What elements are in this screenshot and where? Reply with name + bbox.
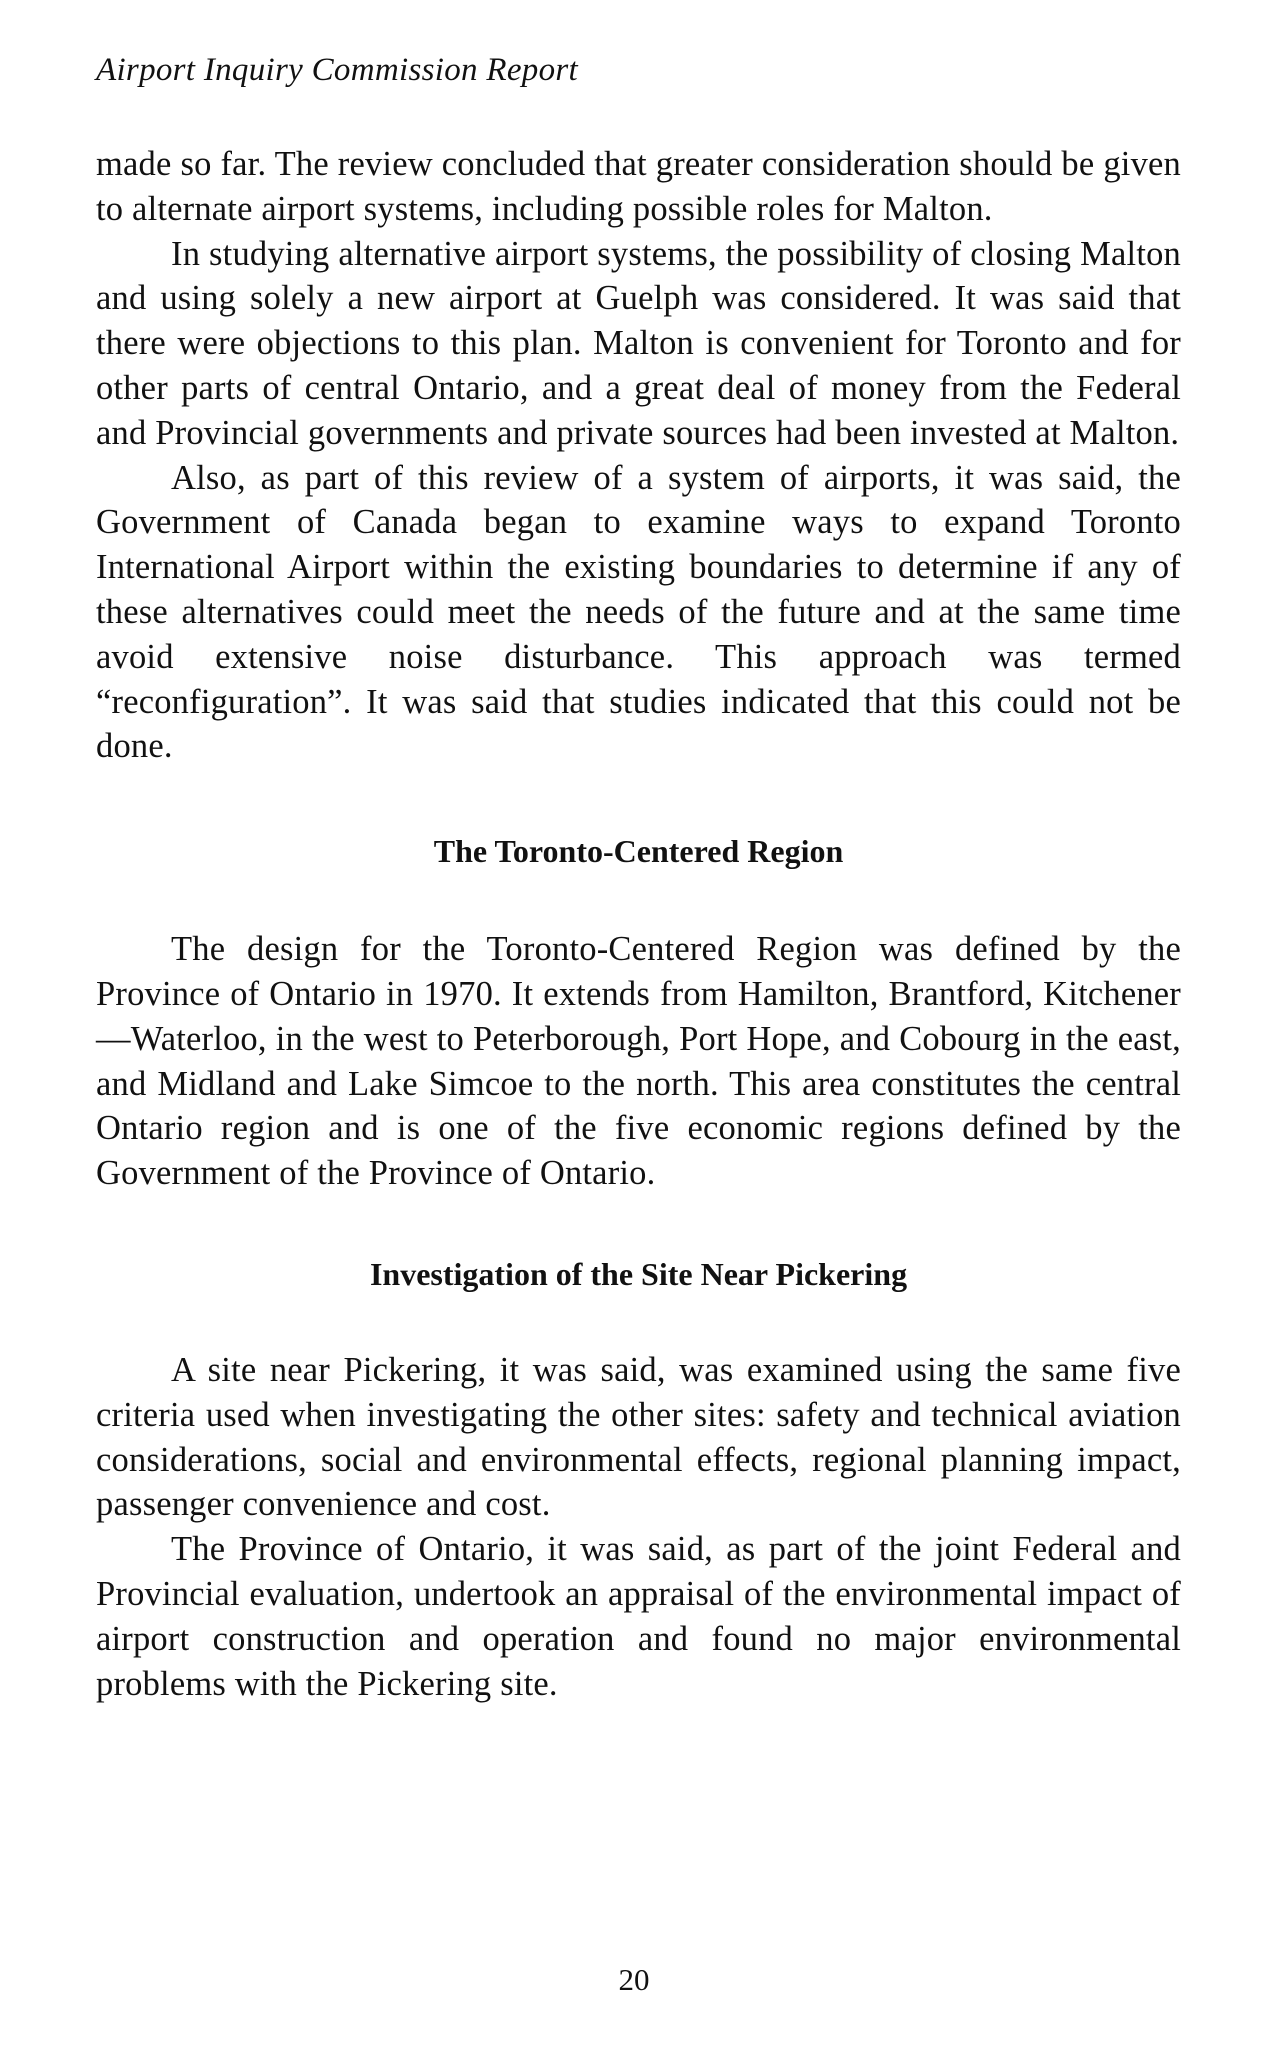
paragraph-toronto-centered-region: The design for the Toronto-Centered Region was defined by the Province of Ontario in 1970. It extends from Hamilton, Brantford, Kitchener—Waterloo, in the west to Peterborough, Port Hope, and Cobourg in the east, and Midland and Lake Simcoe to the north. This area constitutes the central Ontario region and is one of the five economic regions defined by the Government of the Province of Ontario. bbox=[96, 930, 1181, 1193]
paragraph-alternative-systems: In studying alternative airport systems, the possibility of closing Malton and using solely a new airport at Guelph was considered. It was said that there were objections to this plan. Malton is convenient for Toronto and for other parts of central Ontario, and a great deal of money from the Federal and Provincial governments and private sources had been invested at Malton. bbox=[96, 234, 1181, 452]
paragraph-continued: made so far. The review concluded that greater consideration should be given to alternate airport systems, including possible roles for Malton. bbox=[96, 145, 1181, 228]
paragraph-environmental-appraisal: The Province of Ontario, it was said, as part of the joint Federal and Provincial evaluation, undertook an appraisal of the environmental impact of airport construction and operation and found no major environmental problems with the Pickering site. bbox=[96, 1530, 1181, 1703]
paragraph-pickering-criteria: A site near Pickering, it was said, was examined using the same five criteria used when investigating the other sites: safety and technical aviation considerations, social and environmental effects, regional planning impact, passenger convenience and cost. bbox=[96, 1350, 1181, 1524]
page bbox=[96, 50, 1181, 1706]
section-heading-pickering-site: Investigation of the Site Near Pickering bbox=[369, 1255, 908, 1292]
running-head: Airport Inquiry Commission Report bbox=[96, 52, 578, 88]
section-heading-toronto-centered-region: The Toronto-Centered Region bbox=[433, 833, 844, 870]
paragraph-reconfiguration: Also, as part of this review of a system of airports, it was said, the Government of Canada began to examine ways to expand Toronto International Airport within the existing boundaries to determine if any of these alternatives could meet the needs of the future and at the same time avoid extensive noise disturbance. This approach was termed “reconfiguration”. It was said that studies indicated that this could not be done. bbox=[96, 458, 1181, 766]
page-number: 20 bbox=[618, 1962, 650, 1997]
